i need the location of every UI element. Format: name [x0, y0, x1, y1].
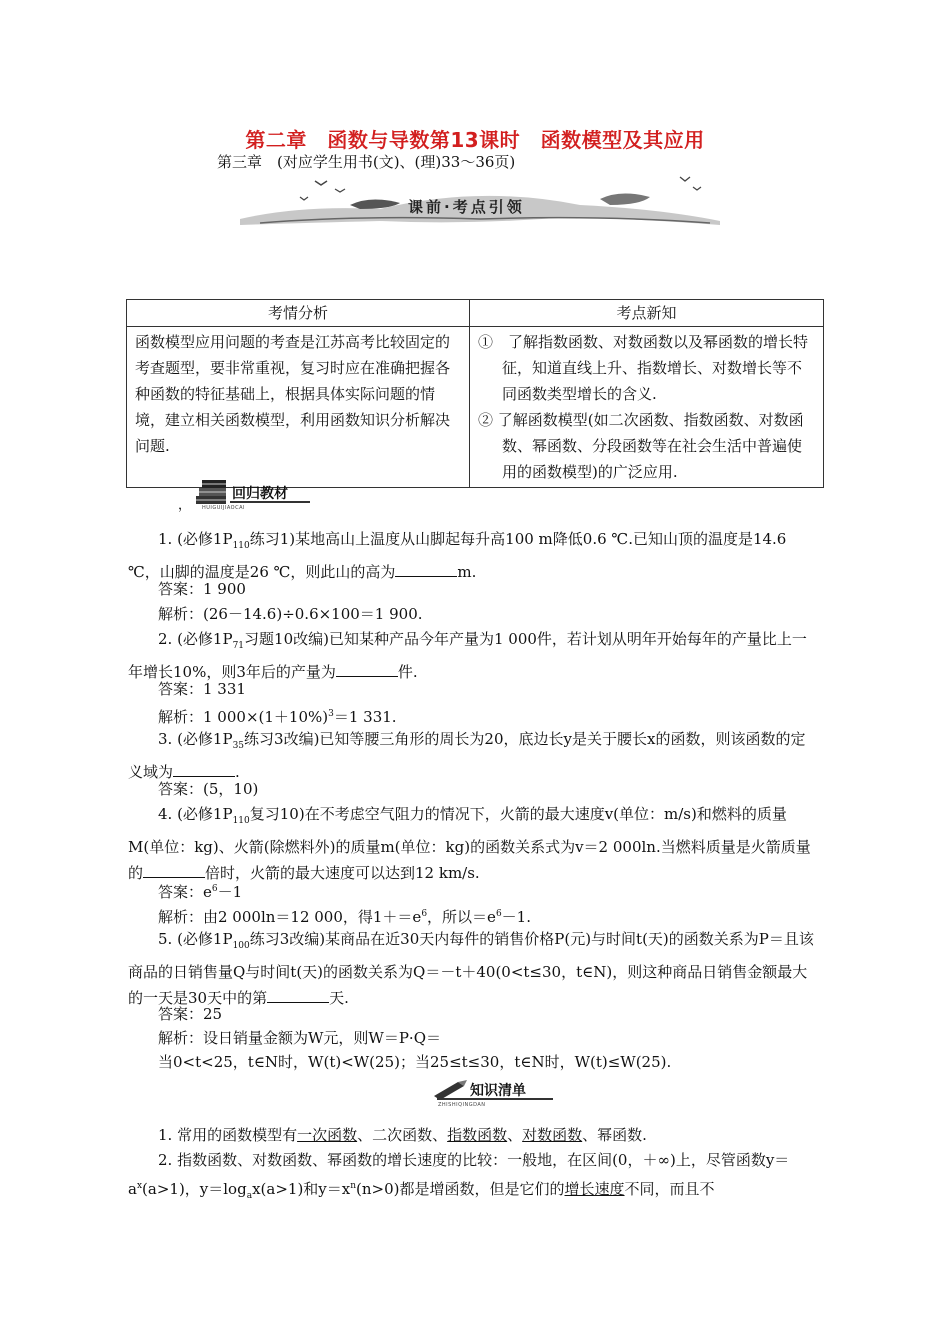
answer-blank	[173, 762, 235, 777]
problem-5: 5. (必修$1P_{100}$练习3改编)某商品在近30天内每件的销售价格P(元)与时间t(天)的函数关系为P＝且该商品的日销售量Q与时间t(天)的函数关系为Q＝－t＋40(0<t≤30，t∈N)，则这种商品日销售金额最大的一天是30天中的第 天.	[128, 930, 814, 1007]
section-underline	[230, 501, 310, 503]
table-header-left: 考情分析	[127, 300, 470, 327]
stray-comma: ，	[178, 498, 192, 513]
table-cell-analysis: 函数模型应用问题的考查是江苏高考比较固定的考查题型，要非常重视，复习时应在准确把握各种函数的特征基础上，根据具体实际问题的情境，建立相关函数模型，利用函数知识分析解决问题.	[127, 327, 470, 488]
solution-4: 解析：由2 000ln＝12 000，得$1+=e^6$，所以$=e^6-1$.	[158, 908, 531, 926]
section-underline	[437, 1098, 553, 1100]
answer-blank	[336, 662, 398, 677]
knowledge-item-1: ① 了解指数函数、对数函数以及幂函数的增长特征，知道直线上升、指数增长、对数增长等不同函数类型增长的含义.	[478, 333, 809, 403]
info-table	[126, 299, 824, 488]
answer-2: 答案：1 331	[158, 680, 246, 698]
page-title: 第二章 函数与导数第13课时 函数模型及其应用	[245, 128, 705, 152]
page-subtitle: 第三章 (对应学生用书(文)、(理)33～36页)	[217, 153, 516, 171]
answer-4: 答案：$e^6-1$	[158, 883, 243, 901]
section-pinyin-review: HUIGUIJIAOCAI	[202, 505, 246, 511]
problem-2: 2. (必修$1P_{71}$习题10改编)已知某种产品今年产量为1 000件，若计划从明年开始每年的产量比上一年增长10%，则3年后的产量为 件.	[128, 630, 807, 681]
problem-1: 1. (必修$1P_{110}$练习1)某地高山上温度从山脚起每升高100 m降低0.6 ℃.已知山顶的温度是14.6 ℃，山脚的温度是26 ℃，则此山的高为 m.	[128, 530, 787, 581]
section-pinyin-knowledge: ZHISHIQINGDAN	[438, 1102, 486, 1108]
solution-5: 解析：设日销量金额为W元，则W＝P·Q＝	[158, 1029, 441, 1047]
books-icon	[193, 477, 231, 507]
problem-3: 3. (必修$1P_{35}$练习3改编)已知等腰三角形的周长为20，底边长y是关于腰长x的函数，则该函数的定义域为 .	[128, 730, 806, 781]
knowledge-item-2: ② 了解函数模型(如二次函数、指数函数、对数函数、幂函数、分段函数等在社会生活中普遍使用的函数模型)的广泛应用.	[478, 411, 804, 481]
table-header-right: 考点新知	[470, 300, 824, 327]
answer-5: 答案：25	[158, 1005, 223, 1023]
section-title-review: 回归教材	[232, 486, 288, 502]
answer-blank	[395, 562, 457, 577]
solution-5-cont: 当0<t<25，t∈N时，W(t)<W(25)；当25≤t≤30，t∈N时，W(t)≤W(25).	[158, 1053, 672, 1071]
answer-1: 答案：1 900	[158, 580, 246, 598]
solution-2: 解析：1 $000\times(1+10\%)^3=1$ 331.	[158, 708, 397, 726]
answer-3: 答案：(5，10)	[158, 780, 259, 798]
solution-1: 解析：(26－14.6)÷0.6×100＝1 900.	[158, 605, 423, 623]
knowledge-2: 2. 指数函数、对数函数、幂函数的增长速度的比较：一般地，在区间(0，＋∞)上，尽管函数$y=a^x(a>1)$，$y=\log_ax(a>1)$和$y=x^n(n>0)$都是增函数，但是它们的增长速度不同，而且不	[128, 1151, 790, 1201]
knowledge-1: 1. 常用的函数模型有一次函数、二次函数、指数函数、对数函数、幂函数.	[158, 1126, 647, 1144]
section-title-knowledge: 知识清单	[470, 1083, 526, 1099]
problem-4: 4. (必修$1P_{110}$复习10)在不考虑空气阻力的情况下，火箭的最大速度v(单位：m/s)和燃料的质量M(单位：kg)、火箭(除燃料外)的质量m(单位：kg)的函数关系式为v＝2 000ln.当燃料质量是火箭质量的 倍时，火箭的最大速度可以达到12 km/s.	[128, 805, 811, 882]
pencil-icon	[432, 1078, 468, 1100]
table-cell-knowledge	[470, 327, 824, 488]
banner-label: 课前·考点引领	[408, 198, 525, 216]
